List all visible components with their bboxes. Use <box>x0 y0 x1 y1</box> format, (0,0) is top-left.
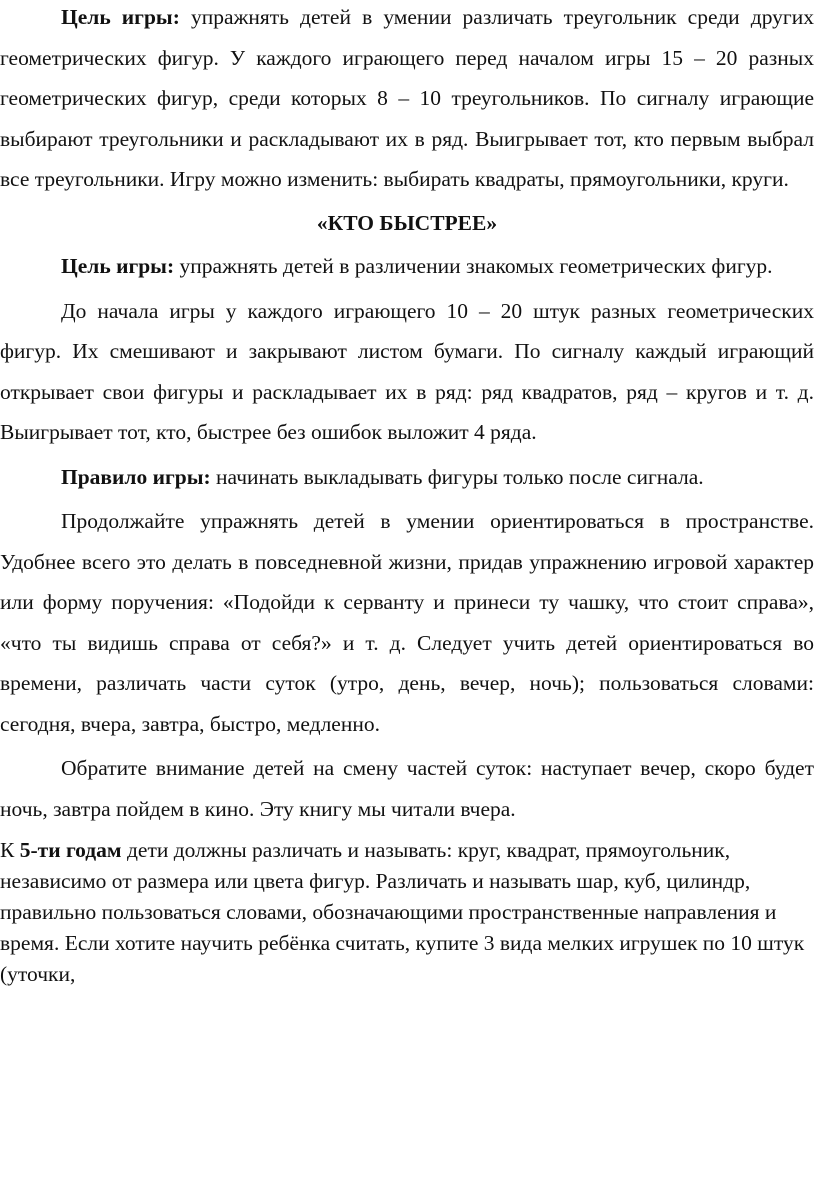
game-goal-label: Цель игры: <box>61 5 180 29</box>
game-goal-text: упражнять детей в умении различать треугольник среди других геометрических фигур. У каждого играющего перед началом игры 15 – 20 разных геометрических фигур, среди которых 8 – 10 треугольников. По сигналу играющие выбирают треугольники и раскладывают их в ряд. Выигрывает тот, кто первым выбрал все треугольники. Игру можно изменить: выбирать квадраты, прямоугольники, круги. <box>0 5 814 191</box>
five-years-prefix: К <box>0 838 20 862</box>
five-years-label: 5-ти годам <box>19 838 122 862</box>
game-heading-kto-bystree: «КТО БЫСТРЕЕ» <box>316 210 498 235</box>
paragraph-game-rule <box>0 457 814 498</box>
paragraph-orientation-space-time: Продолжайте упражнять детей в умении ориентироваться в пространстве. Удобнее всего это делать в повседневной жизни, придав упражнению игровой характер или форму поручения: «Подойди к серванту и принеси ту чашку, что стоит справа», «что ты видишь справа от себя?» и т. д. Следует учить детей ориентироваться во времени, различать части суток (утро, день, вечер, ночь); пользоваться словами: сегодня, вчера, завтра, быстро, медленно. <box>0 509 814 736</box>
paragraph-game-goal-shapes <box>0 246 814 287</box>
game-goal-label: Цель игры: <box>61 254 175 278</box>
paragraph-game-goal-triangles <box>0 0 814 200</box>
five-years-text: дети должны различать и называть: круг, квадрат, прямоугольник, независимо от размера или цвета фигур. Различать и называть шар, куб, цилиндр, правильно пользоваться словами, обозначающими пространственные направления и время. Если хотите научить ребёнка считать, купите 3 вида мелких игрушек по 10 штук (уточки, <box>0 838 805 986</box>
paragraph-five-years <box>0 835 814 990</box>
game-goal-text: упражнять детей в различении знакомых геометрических фигур. <box>174 254 773 278</box>
paragraph-parts-of-day: Обратите внимание детей на смену частей суток: наступает вечер, скоро будет ночь, завтра пойдем в кино. Эту книгу мы читали вчера. <box>0 756 814 821</box>
paragraph-game-description: До начала игры у каждого играющего 10 – 20 штук разных геометрических фигур. Их смешивают и закрывают листом бумаги. По сигналу каждый играющий открывает свои фигуры и раскладывает их в ряд: ряд квадратов, ряд – кругов и т. д. Выигрывает тот, кто, быстрее без ошибок выложит 4 ряда. <box>0 298 814 444</box>
game-rule-label: Правило игры: <box>61 464 211 489</box>
game-rule-text: начинать выкладывать фигуры только после сигнала. <box>210 464 704 489</box>
